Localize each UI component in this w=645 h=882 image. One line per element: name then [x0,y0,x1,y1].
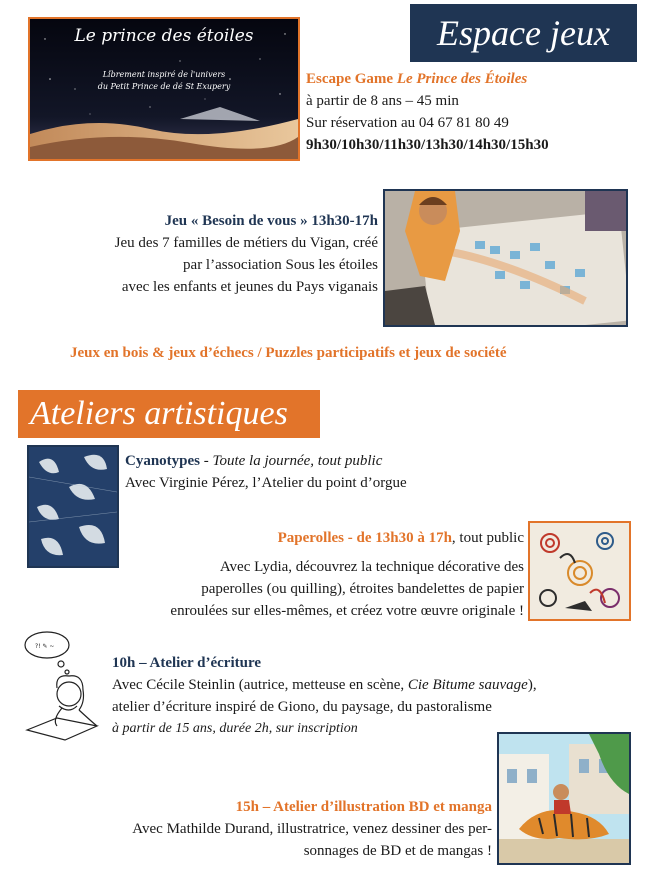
espace-jeux-header: Espace jeux [410,4,637,62]
ecriture-block [112,652,592,740]
paperolles-line1: Avec Lydia, découvrez la technique décorative des [219,559,524,575]
poster-subtitle-line1: Librement inspiré de l'univers [102,70,226,79]
children-game-photo [383,189,628,327]
ecriture-title: 10h – Atelier d’écriture [112,655,261,671]
escape-game-title: Escape Game Le Prince des Étoiles [306,71,528,87]
paperolles-line2: paperolles (ou quilling), étroites bandelettes de papier [201,581,524,597]
bd-title: 15h – Atelier d’illustration BD et manga [235,799,492,815]
escape-game-age: à partir de 8 ans – 45 min [306,93,459,109]
paperolles-title-line: Paperolles - de 13h30 à 17h, tout public [277,530,524,546]
svg-text:?! ✎ ~: ?! ✎ ~ [35,643,55,650]
cyanotypes-block [125,450,485,494]
ateliers-artistiques-header: Ateliers artistiques [18,390,320,438]
ecriture-line2: atelier d’écriture inspiré de Giono, du paysage, du pastoralisme [112,699,492,715]
bd-manga-illustration [497,732,631,865]
ecriture-line1: Avec Cécile Steinlin (autrice, metteuse en scène, Cie Bitume sauvage), [112,677,537,693]
escape-game-reservation: Sur réservation au 04 67 81 80 49 [306,115,509,131]
besoin-line1: Jeu des 7 familles de métiers du Vigan, créé [114,235,378,251]
ecriture-line3: à partir de 15 ans, durée 2h, sur inscription [112,721,358,736]
besoin-line2: par l’association Sous les étoiles [183,257,378,273]
bd-line1: Avec Mathilde Durand, illustratrice, venez dessiner des per- [132,821,492,837]
cyanotypes-line: Avec Virginie Pérez, l’Atelier du point d’orgue [125,475,407,491]
poster-title: Le prince des étoiles [74,26,254,46]
escape-game-block [306,68,636,156]
prince-des-etoiles-poster [28,17,300,161]
besoin-title: Jeu « Besoin de vous » 13h30-17h [164,213,378,229]
writer-illustration [17,630,115,742]
besoin-de-vous-block [40,210,378,298]
poster-subtitle-line2: du Petit Prince de dé St Exupery [97,82,231,91]
cyanotypes-title-line: Cyanotypes - Toute la journée, tout public [125,453,383,469]
bd-line2: sonnages de BD et de mangas ! [303,843,492,859]
bd-block [40,796,492,862]
paperolles-line3: enroulées sur elles-mêmes, et créez votre œuvre originale ! [170,603,524,619]
paperolles-block [100,527,524,622]
jeux-en-bois-line: Jeux en bois & jeux d’échecs / Puzzles participatifs et jeux de société [70,345,507,361]
escape-game-times: 9h30/10h30/11h30/13h30/14h30/15h30 [306,137,549,153]
besoin-line3: avec les enfants et jeunes du Pays viganais [121,279,378,295]
paperolles-image [528,521,631,621]
